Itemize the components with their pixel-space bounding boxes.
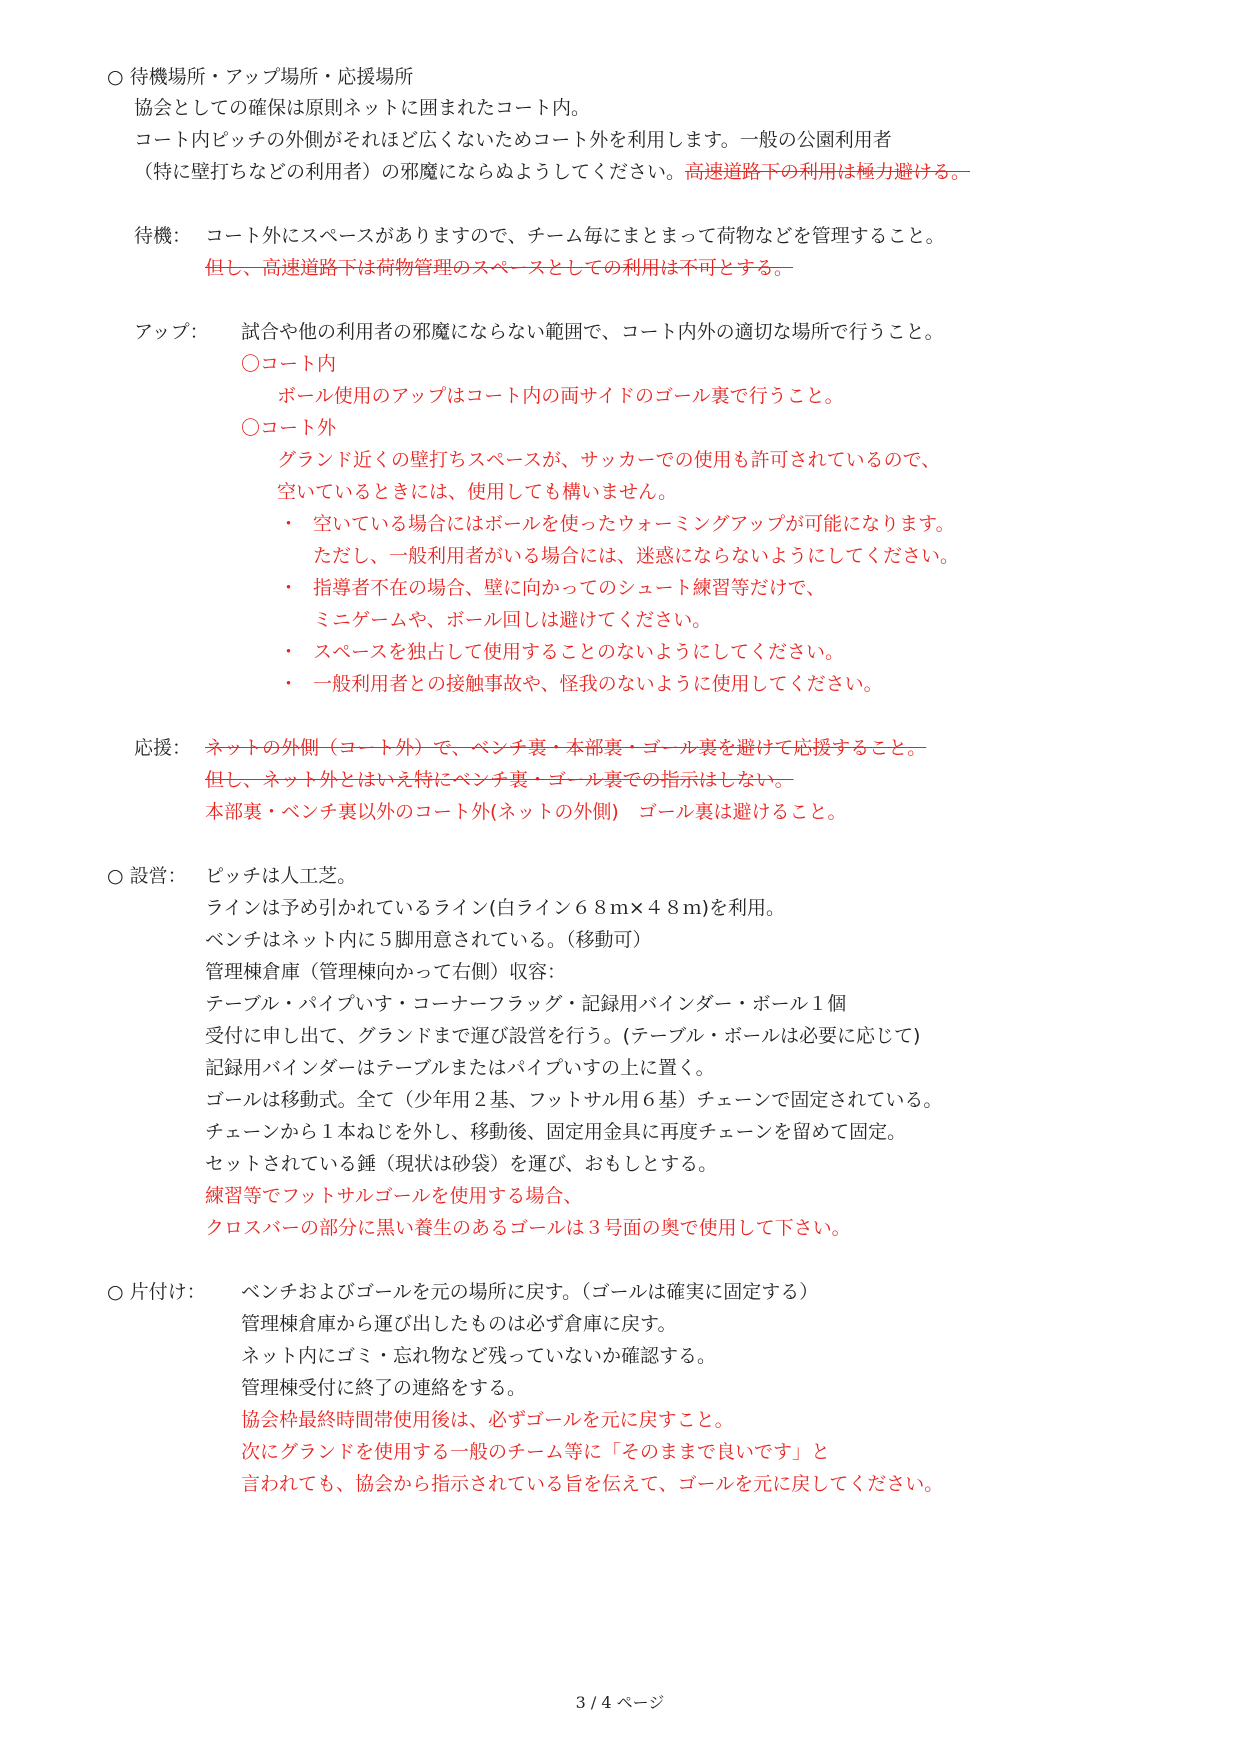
bullet-2-line-1: 指導者不在の場合、壁に向かってのシュート練習等だけで、	[313, 577, 826, 599]
bullet-2-mark: ・	[279, 577, 299, 599]
warmup-text: 試合や他の利用者の邪魔にならない範囲で、コート内外の適切な場所で行うこと。	[241, 321, 944, 343]
bullet-4-line-1: 一般利用者との接触事故や、怪我のないように使用してください。	[313, 673, 883, 695]
setup-line-7: 記録用バインダーはテーブルまたはパイプいすの上に置く。	[205, 1057, 715, 1079]
cleanup-red-line-2: 次にグランドを使用する一般のチーム等に「そのままで良いです」と	[241, 1441, 831, 1463]
cleanup-heading: ○ 片付け：	[107, 1281, 206, 1303]
setup-line-4: 管理棟倉庫（管理棟向かって右側）収容：	[205, 961, 567, 983]
venue-intro-line-3	[134, 160, 970, 184]
cleanup-line-3: ネット内にゴミ・忘れ物など残っていないか確認する。	[241, 1345, 717, 1367]
setup-heading: ○ 設営：	[107, 865, 187, 887]
venue-intro-struck-text: 高速道路下の利用は極力避ける。	[685, 161, 971, 183]
cleanup-red-line-3: 言われても、協会から指示されている旨を伝えて、ゴールを元に戻してください。	[241, 1473, 944, 1495]
warmup-outside-text-1: グランド近くの壁打ちスペースが、サッカーでの使用も許可されているので、	[277, 449, 941, 471]
cheering-struck-text-1: ネットの外側（コート外）で、ベンチ裏・本部裏・ゴール裏を避けて応援すること。	[205, 737, 927, 759]
cleanup-line-2: 管理棟倉庫から運び出したものは必ず倉庫に戻す。	[241, 1313, 677, 1335]
bullet-1-mark: ・	[279, 513, 299, 535]
setup-line-2: ラインは予め引かれているライン(白ライン６８ｍ×４８ｍ)を利用。	[205, 897, 786, 919]
setup-line-8: ゴールは移動式。全て（少年用２基、フットサル用６基）チェーンで固定されている。	[205, 1089, 943, 1111]
warmup-label: アップ：	[134, 321, 209, 343]
cleanup-line-4: 管理棟受付に終了の連絡をする。	[241, 1377, 527, 1399]
setup-red-line-2: クロスバーの部分に黒い養生のあるゴールは３号面の奥で使用して下さい。	[205, 1217, 851, 1239]
warmup-inside-heading: 〇コート内	[241, 353, 337, 375]
page-number: 3 / 4 ページ	[575, 1693, 665, 1712]
setup-line-3: ベンチはネット内に５脚用意されている。（移動可）	[205, 929, 652, 951]
warmup-outside-text-2: 空いているときには、使用しても構いません。	[277, 481, 678, 503]
waiting-struck-text: 但し、高速道路下は荷物管理のスペースとしての利用は不可とする。	[205, 257, 794, 279]
venue-intro-line-2: コート内ピッチの外側がそれほど広くないためコート外を利用します。一般の公園利用者	[134, 129, 892, 151]
setup-line-6: 受付に申し出て、グランドまで運び設営を行う。(テーブル・ボールは必要に応じて)	[205, 1025, 921, 1047]
bullet-4-mark: ・	[279, 673, 299, 695]
waiting-text: コート外にスペースがありますので、チーム毎にまとまって荷物などを管理すること。	[205, 225, 945, 247]
waiting-label: 待機：	[134, 225, 192, 247]
warmup-inside-text: ボール使用のアップはコート内の両サイドのゴール裏で行うこと。	[277, 385, 844, 407]
bullet-1-line-2: ただし、一般利用者がいる場合には、迷惑にならないようにしてください。	[313, 545, 960, 567]
venue-intro-line-1: 協会としての確保は原則ネットに囲まれたコート内。	[134, 97, 591, 119]
cheering-struck-text-2: 但し、ネット外とはいえ特にベンチ裏・ゴール裏での指示はしない。	[205, 769, 794, 791]
bullet-1-line-1: 空いている場合にはボールを使ったウォーミングアップが可能になります。	[313, 513, 955, 535]
venue-heading: ○ 待機場所・アップ場所・応援場所	[107, 66, 414, 88]
warmup-outside-heading: 〇コート外	[241, 417, 337, 439]
cheering-label: 応援：	[134, 737, 192, 759]
setup-line-10: セットされている錘（現状は砂袋）を運び、おもしとする。	[205, 1153, 718, 1175]
setup-line-1: ピッチは人工芝。	[205, 865, 357, 887]
cleanup-red-line-1: 協会枠最終時間帯使用後は、必ずゴールを元に戻すこと。	[241, 1409, 734, 1431]
setup-line-5: テーブル・パイプいす・コーナーフラッグ・記録用バインダー・ボール１個	[205, 993, 847, 1015]
cheering-text: 本部裏・ベンチ裏以外のコート外(ネットの外側) ゴール裏は避けること。	[205, 801, 847, 823]
bullet-2-line-2: ミニゲームや、ボール回しは避けてください。	[313, 609, 712, 631]
bullet-3-mark: ・	[279, 641, 299, 663]
setup-red-line-1: 練習等でフットサルゴールを使用する場合、	[205, 1185, 583, 1207]
cleanup-line-1: ベンチおよびゴールを元の場所に戻す。（ゴールは確実に固定する）	[241, 1281, 819, 1303]
setup-line-9: チェーンから１本ねじを外し、移動後、固定用金具に再度チェーンを留めて固定。	[205, 1121, 907, 1143]
venue-intro-line-3-text: （特に壁打ちなどの利用者）の邪魔にならぬようしてください。	[134, 161, 686, 183]
bullet-3-line-1: スペースを独占して使用することのないようにしてください。	[313, 641, 845, 663]
